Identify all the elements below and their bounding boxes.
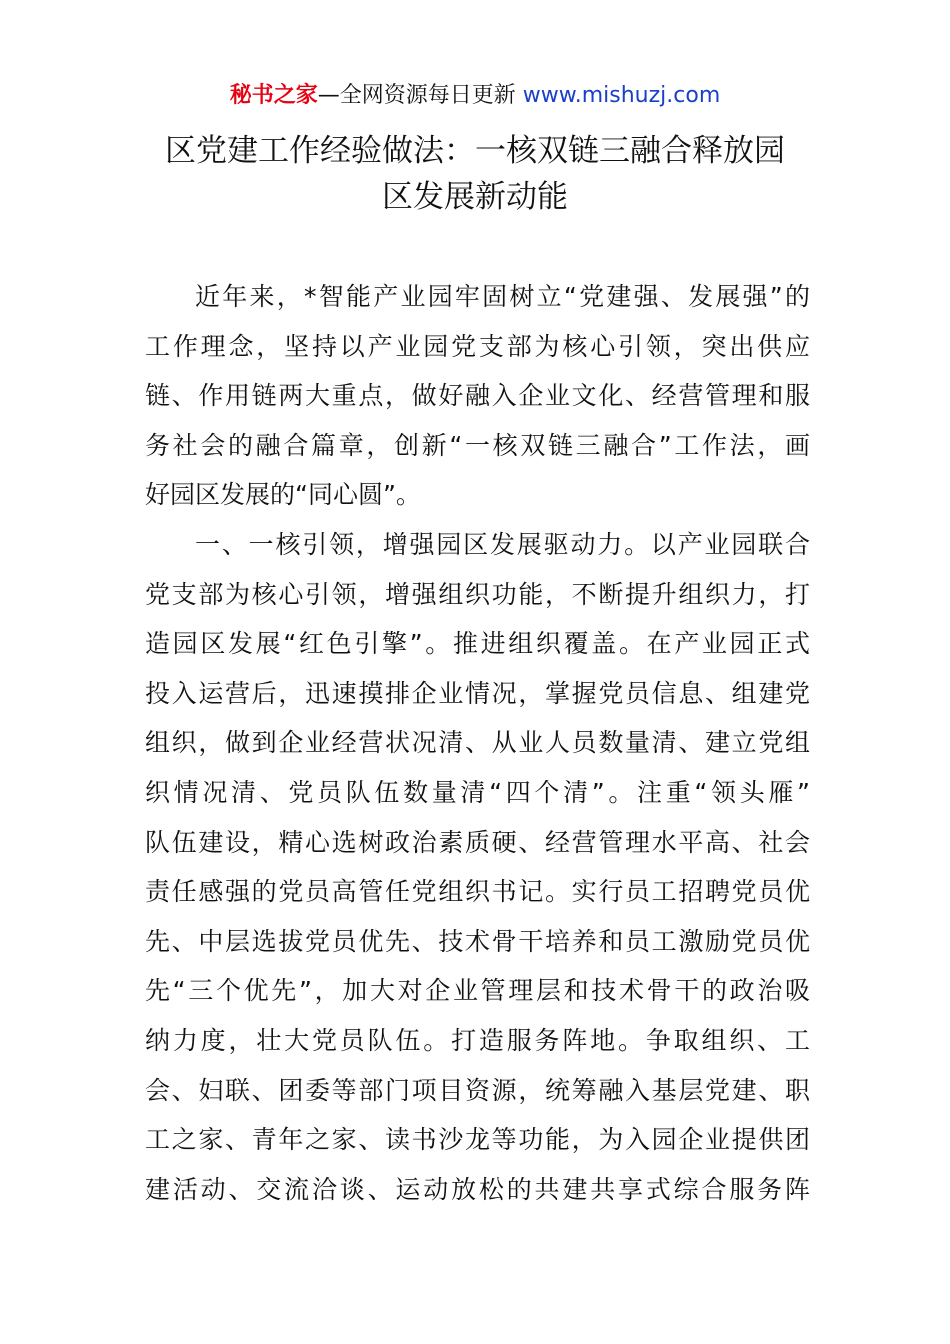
paragraph-line: 造园区发展“红色引擎”。推进组织覆盖。在产业园正式 — [145, 629, 810, 659]
document-title — [110, 128, 840, 220]
paragraph-line: 务社会的融合篇章，创新“一核双链三融合”工作法，画 — [145, 430, 810, 460]
paragraph-line: 织情况清、党员队伍数量清“四个清”。注重“领头雁” — [145, 777, 810, 807]
paragraph-line: 建活动、交流洽谈、运动放松的共建共享式综合服务阵 — [145, 1174, 810, 1204]
paragraph-line: 工作理念，坚持以产业园党支部为核心引领，突出供应 — [145, 331, 810, 361]
site-brand: 秘书之家 — [229, 83, 318, 108]
paragraph-line: 先、中层选拔党员优先、技术骨干培养和员工激励党员优 — [145, 926, 810, 956]
title-line: 区发展新动能 — [382, 179, 568, 215]
site-url-link[interactable]: www.mishuzj.com — [522, 83, 721, 108]
paragraph-line: 近年来，*智能产业园牢固树立“党建强、发展强”的 — [195, 282, 810, 311]
document-body — [145, 272, 810, 1214]
site-tagline: —全网资源每日更新 — [317, 83, 523, 108]
site-header — [0, 80, 950, 112]
paragraph-line: 先“三个优先”，加大对企业管理层和技术骨干的政治吸 — [145, 976, 810, 1006]
paragraph-line: 党支部为核心引领，增强组织功能，不断提升组织力，打 — [145, 579, 810, 609]
paragraph-line: 队伍建设，精心选树政治素质硬、经营管理水平高、社会 — [145, 827, 810, 857]
paragraph-line: 一、一核引领，增强园区发展驱动力。以产业园联合 — [195, 529, 810, 559]
paragraph-line: 投入运营后，迅速摸排企业情况，掌握党员信息、组建党 — [145, 678, 810, 708]
paragraph-line: 会、妇联、团委等部门项目资源，统筹融入基层党建、职 — [145, 1075, 810, 1105]
title-line: 区党建工作经验做法：一核双链三融合释放园 — [165, 133, 785, 169]
paragraph-line: 好园区发展的“同心圆”。 — [145, 480, 421, 510]
paragraph-line: 责任感强的党员高管任党组织书记。实行员工招聘党员优 — [145, 877, 810, 907]
paragraph-line: 链、作用链两大重点，做好融入企业文化、经营管理和服 — [145, 381, 810, 411]
paragraph-line: 纳力度，壮大党员队伍。打造服务阵地。争取组织、工 — [145, 1025, 810, 1055]
paragraph-line: 组织，做到企业经营状况清、从业人员数量清、建立党组 — [145, 728, 810, 758]
paragraph-line: 工之家、青年之家、读书沙龙等功能，为入园企业提供团 — [145, 1125, 810, 1155]
